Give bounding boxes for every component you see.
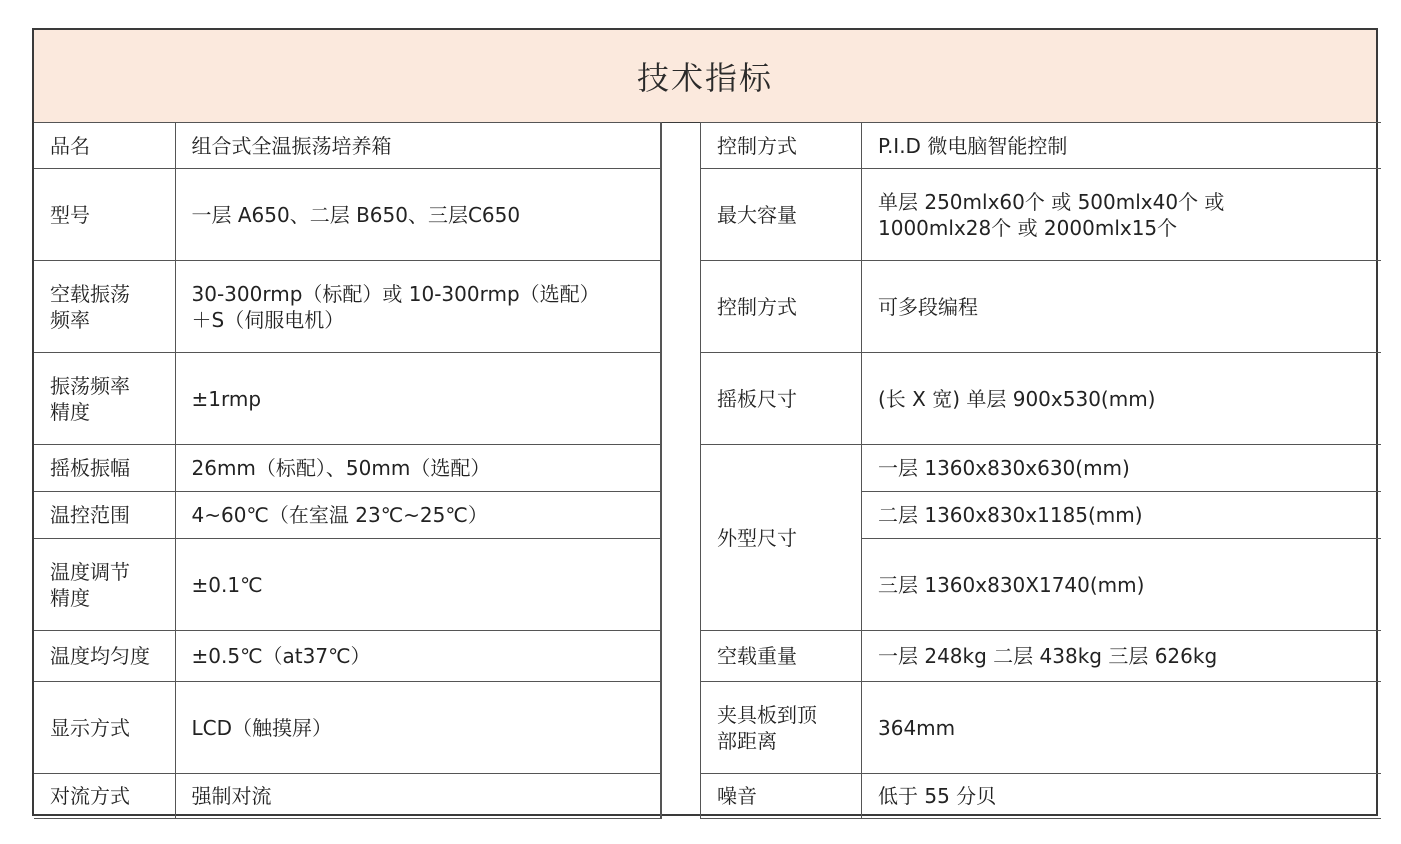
- spec-value: 26mm（标配）、50mm（选配）: [175, 445, 661, 492]
- spec-value: 低于 55 分贝: [862, 774, 1381, 819]
- table-row: [34, 261, 661, 353]
- spec-label: 夹具板到顶 部距离: [701, 682, 862, 774]
- spec-label: 摇板振幅: [34, 445, 175, 492]
- left-spec-table: [34, 122, 662, 819]
- spec-label: 空载振荡 频率: [34, 261, 175, 353]
- table-row: [701, 169, 1381, 261]
- spec-value: 组合式全温振荡培养箱: [175, 123, 661, 169]
- spec-value: ±1rmp: [175, 353, 661, 445]
- spec-label: 振荡频率 精度: [34, 353, 175, 445]
- spec-value: P.I.D 微电脑智能控制: [862, 123, 1381, 169]
- spec-label: 型号: [34, 169, 175, 261]
- spec-value: 一层 1360x830x630(mm): [862, 445, 1381, 492]
- table-row: [34, 539, 661, 631]
- table-row: [701, 682, 1381, 774]
- spec-value: 364mm: [862, 682, 1381, 774]
- table-row: [34, 774, 661, 819]
- spec-label: 温度调节 精度: [34, 539, 175, 631]
- spec-value: 强制对流: [175, 774, 661, 819]
- spec-label: 摇板尺寸: [701, 353, 862, 445]
- spec-value: (长 X 宽) 单层 900x530(mm): [862, 353, 1381, 445]
- spec-label: 空载重量: [701, 631, 862, 682]
- spec-label: 温度均匀度: [34, 631, 175, 682]
- table-row: [34, 492, 661, 539]
- spec-title: 技术指标: [34, 30, 1376, 123]
- table-row: [34, 353, 661, 445]
- spec-value: 可多段编程: [862, 261, 1381, 353]
- spec-label: 温控范围: [34, 492, 175, 539]
- table-row: [701, 123, 1381, 169]
- table-row: [34, 123, 661, 169]
- spec-label: 最大容量: [701, 169, 862, 261]
- spec-value: 单层 250mlx60个 或 500mlx40个 或 1000mlx28个 或 2000mlx15个: [862, 169, 1381, 261]
- spec-label: 外型尺寸: [701, 445, 862, 631]
- spec-label: 对流方式: [34, 774, 175, 819]
- table-row: [34, 169, 661, 261]
- spec-value: LCD（触摸屏）: [175, 682, 661, 774]
- table-row: [701, 445, 1381, 492]
- spec-value: ±0.1℃: [175, 539, 661, 631]
- spec-label: 控制方式: [701, 123, 862, 169]
- spec-label: 显示方式: [34, 682, 175, 774]
- spec-sheet: [32, 28, 1378, 816]
- table-row: [34, 682, 661, 774]
- spec-value: 二层 1360x830x1185(mm): [862, 492, 1381, 539]
- table-row: [701, 631, 1381, 682]
- spec-label: 控制方式: [701, 261, 862, 353]
- spec-value: 30-300rmp（标配）或 10-300rmp（选配） ＋S（伺服电机）: [175, 261, 661, 353]
- table-row: [701, 353, 1381, 445]
- spec-label: 品名: [34, 123, 175, 169]
- spec-value: 一层 A650、二层 B650、三层C650: [175, 169, 661, 261]
- table-row: [701, 261, 1381, 353]
- spec-value: 三层 1360x830X1740(mm): [862, 539, 1381, 631]
- spec-value: 一层 248kg 二层 438kg 三层 626kg: [862, 631, 1381, 682]
- spec-value: ±0.5℃（at37℃）: [175, 631, 661, 682]
- table-row: [34, 445, 661, 492]
- spec-value: 4~60℃（在室温 23℃~25℃）: [175, 492, 661, 539]
- table-row: [34, 631, 661, 682]
- right-spec-table: [700, 122, 1381, 819]
- table-row: [701, 774, 1381, 819]
- column-divider: [660, 122, 661, 818]
- spec-label: 噪音: [701, 774, 862, 819]
